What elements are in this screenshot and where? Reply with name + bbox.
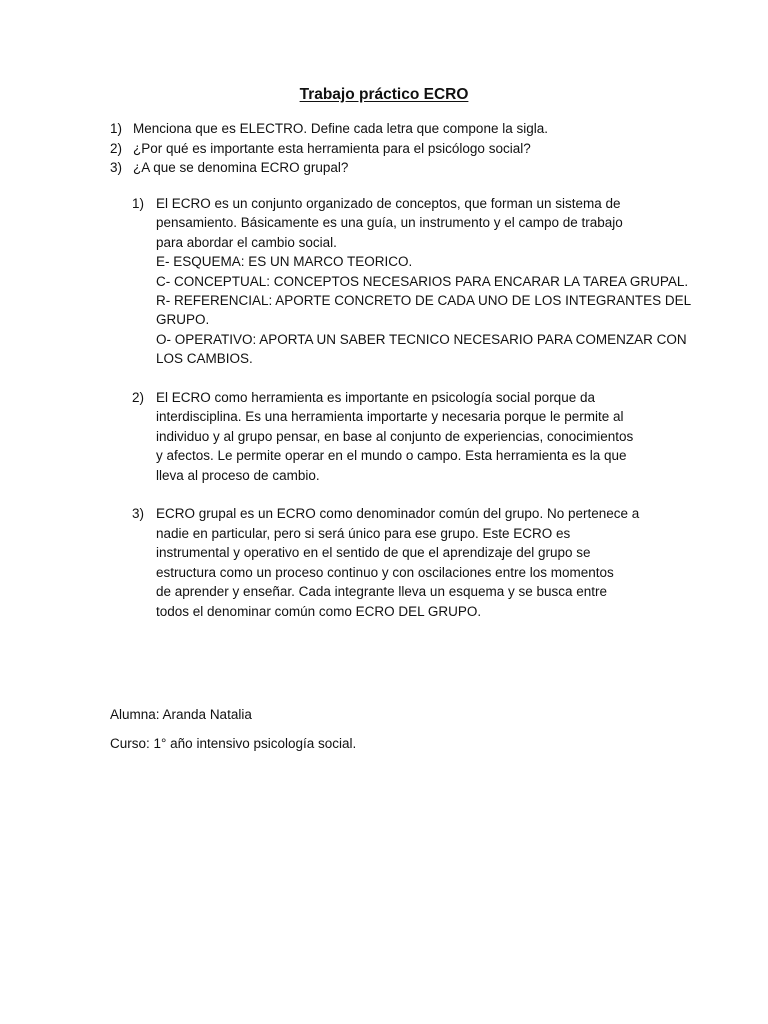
- question-text: Menciona que es ELECTRO. Define cada letra que compone la sigla.: [133, 121, 548, 136]
- answer-line: instrumental y operativo en el sentido de que el aprendizaje del grupo se: [156, 545, 591, 561]
- answer-body: [156, 504, 662, 620]
- answer-item: [132, 504, 662, 620]
- answer-line: E- ESQUEMA: ES UN MARCO TEORICO.: [156, 254, 413, 270]
- answer-line: R- REFERENCIAL: APORTE CONCRETO DE CADA UNO DE LOS INTEGRANTES DEL: [156, 293, 692, 309]
- answer-line: todos el denominar común como ECRO DEL GRUPO.: [156, 603, 482, 619]
- question-number: 3): [110, 160, 123, 175]
- answer-line: para abordar el cambio social.: [156, 234, 337, 250]
- answer-body: [156, 388, 662, 485]
- course-info: Curso: 1° año intensivo psicología social.: [110, 736, 357, 751]
- question-text: ¿A que se denomina ECRO grupal?: [133, 160, 349, 175]
- answer-item: [132, 194, 692, 369]
- answer-line: El ECRO como herramienta es importante en psicología social porque da: [156, 390, 595, 406]
- question-item: [110, 139, 710, 159]
- answer-line: interdisciplina. Es una herramienta importarte y necesaria porque le permite al: [156, 409, 624, 425]
- answer-line: lleva al proceso de cambio.: [156, 467, 320, 483]
- answer-line: nadie en particular, pero si será único para ese grupo. Este ECRO es: [156, 525, 571, 541]
- answer-line: LOS CAMBIOS.: [156, 351, 253, 367]
- answer-line: pensamiento. Básicamente es una guía, un instrumento y el campo de trabajo: [156, 215, 623, 231]
- answer-number: 1): [132, 196, 145, 211]
- answer-line: ECRO grupal es un ECRO como denominador común del grupo. No pertenece a: [156, 506, 640, 522]
- question-item: [110, 119, 710, 139]
- answer-number: 2): [132, 390, 145, 406]
- question-number: 1): [110, 121, 123, 136]
- answer-line: de aprender y enseñar. Cada integrante lleva un esquema y se busca entre: [156, 584, 608, 600]
- answer-number: 3): [132, 506, 145, 522]
- answer-line: O- OPERATIVO: APORTA UN SABER TECNICO NECESARIO PARA COMENZAR CON: [156, 331, 687, 347]
- questions-list: [110, 119, 710, 178]
- answer-line: El ECRO es un conjunto organizado de conceptos, que forman un sistema de: [156, 196, 621, 211]
- answer-line: GRUPO.: [156, 312, 210, 328]
- answer-line: individuo y al grupo pensar, en base al conjunto de experiencias, conocimientos: [156, 428, 634, 444]
- answers-list: [132, 194, 692, 640]
- answer-line: C- CONCEPTUAL: CONCEPTOS NECESARIOS PARA ENCARAR LA TAREA GRUPAL.: [156, 273, 689, 289]
- document-title: Trabajo práctico ECRO: [299, 86, 469, 103]
- question-item: [110, 158, 710, 178]
- question-text: ¿Por qué es importante esta herramienta para el psicólogo social?: [133, 140, 531, 156]
- answer-item: [132, 388, 662, 485]
- answer-body: [156, 194, 691, 369]
- question-number: 2): [110, 140, 123, 156]
- answer-line: y afectos. Le permite operar en el mundo o campo. Esta herramienta es la que: [156, 448, 627, 464]
- answer-line: estructura como un proceso continuo y con oscilaciones entre los momentos: [156, 564, 614, 580]
- student-name: Alumna: Aranda Natalia: [110, 707, 252, 722]
